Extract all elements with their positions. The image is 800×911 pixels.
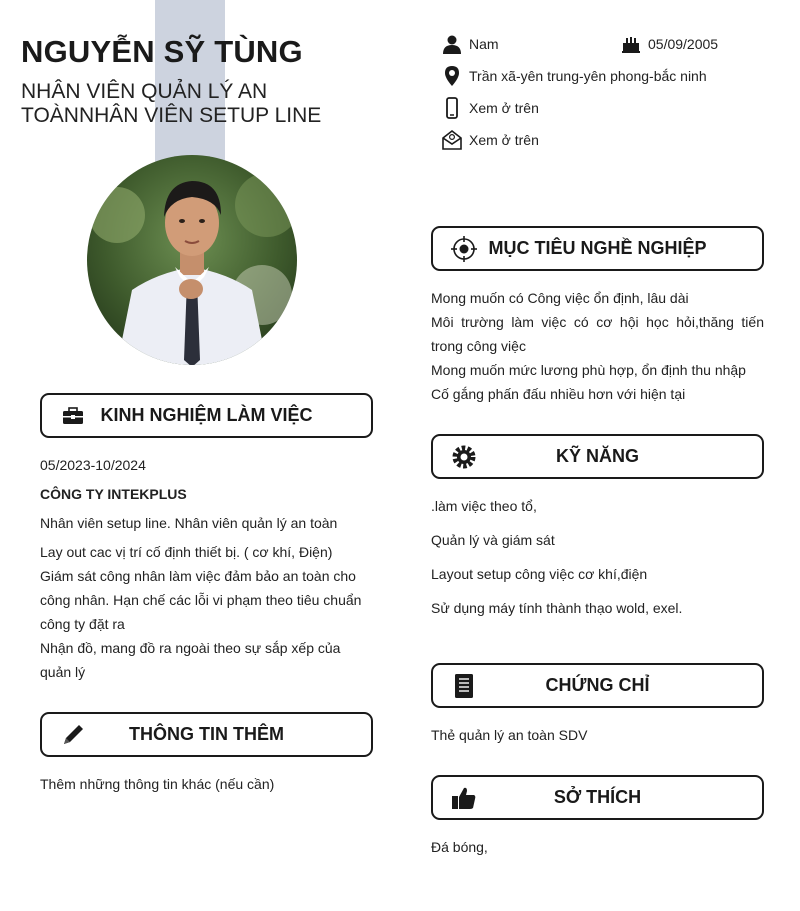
duty-item: Lay out cac vị trí cố định thiết bị. ( cơ khí, Điện) bbox=[40, 544, 333, 560]
phone-value: Xem ở trên bbox=[469, 100, 539, 116]
duty-item: Giám sát công nhân làm việc đảm bảo an toàn cho công nhân. Hạn chế các lỗi vi phạm theo tiêu chuẩn công ty đặt ra bbox=[40, 568, 362, 632]
experience-company: CÔNG TY INTEKPLUS bbox=[40, 486, 187, 502]
skill-item: .làm việc theo tổ, bbox=[431, 498, 537, 514]
skills-heading: KỸ NĂNG bbox=[555, 446, 639, 466]
extra-info-text: Thêm những thông tin khác (nếu cần) bbox=[40, 776, 275, 792]
pencil-icon bbox=[58, 720, 88, 750]
experience-period: 05/2023-10/2024 bbox=[40, 457, 146, 473]
contact-email bbox=[441, 129, 539, 151]
person-icon bbox=[441, 33, 463, 55]
skill-item: Sử dụng máy tính thành thạo wold, exel. bbox=[431, 600, 683, 616]
profile-photo bbox=[87, 155, 297, 365]
experience-heading: KINH NGHIỆM LÀM VIỆC bbox=[100, 405, 313, 425]
hobbies-text: Đá bóng, bbox=[431, 839, 488, 855]
objective-line: Môi trường làm việc có cơ hội học hỏi,thăng tiến trong công việc bbox=[431, 314, 764, 354]
objective-line: Cố gắng phấn đấu nhiều hơn với hiện tại bbox=[431, 386, 686, 402]
certificate-item: Thẻ quản lý an toàn SDV bbox=[431, 727, 588, 743]
target-icon bbox=[449, 234, 479, 264]
envelope-icon bbox=[441, 129, 463, 151]
experience-duties bbox=[40, 540, 373, 684]
address-value: Trần xã-yên trung-yên phong-bắc ninh bbox=[469, 68, 707, 84]
job-title: NHÂN VIÊN QUẢN LÝ AN TOÀNNHÂN VIÊN SETUP LINE bbox=[21, 80, 322, 127]
certificates-header bbox=[431, 663, 764, 708]
contact-phone bbox=[441, 97, 539, 119]
extra-info-header bbox=[40, 712, 373, 757]
contact-address bbox=[441, 65, 707, 87]
birthday-cake-icon bbox=[620, 33, 642, 55]
skill-item: Layout setup công việc cơ khí,điện bbox=[431, 566, 648, 582]
objective-line: Mong muốn mức lương phù hợp, ổn định thu nhập bbox=[431, 362, 746, 378]
gear-icon bbox=[449, 442, 479, 472]
contact-gender bbox=[441, 33, 499, 55]
contact-birthday bbox=[620, 33, 718, 55]
skill-item: Quản lý và giám sát bbox=[431, 532, 555, 548]
briefcase-icon bbox=[58, 401, 88, 431]
candidate-name: NGUYỄN SỸ TÙNG bbox=[21, 34, 303, 69]
document-icon bbox=[449, 671, 479, 701]
experience-header bbox=[40, 393, 373, 438]
certificates-heading: CHỨNG CHỈ bbox=[545, 675, 650, 695]
hobbies-heading: SỞ THÍCH bbox=[553, 787, 642, 807]
duty-item: Nhận đồ, mang đồ ra ngoài theo sự sắp xếp của quản lý bbox=[40, 640, 341, 680]
location-pin-icon bbox=[441, 65, 463, 87]
gender-value: Nam bbox=[469, 36, 499, 52]
objective-text bbox=[431, 286, 764, 406]
birthday-value: 05/09/2005 bbox=[648, 36, 719, 52]
hobbies-header bbox=[431, 775, 764, 820]
mobile-phone-icon bbox=[441, 97, 463, 119]
objective-heading: MỤC TIÊU NGHỀ NGHIỆP bbox=[488, 238, 707, 258]
skills-header bbox=[431, 434, 764, 479]
email-value: Xem ở trên bbox=[469, 132, 539, 148]
experience-position: Nhân viên setup line. Nhân viên quản lý an toàn bbox=[40, 515, 338, 531]
extra-info-heading: THÔNG TIN THÊM bbox=[129, 724, 284, 744]
objective-line: Mong muốn có Công việc ổn định, lâu dài bbox=[431, 290, 689, 306]
objective-header bbox=[431, 226, 764, 271]
thumbs-up-icon bbox=[449, 783, 479, 813]
